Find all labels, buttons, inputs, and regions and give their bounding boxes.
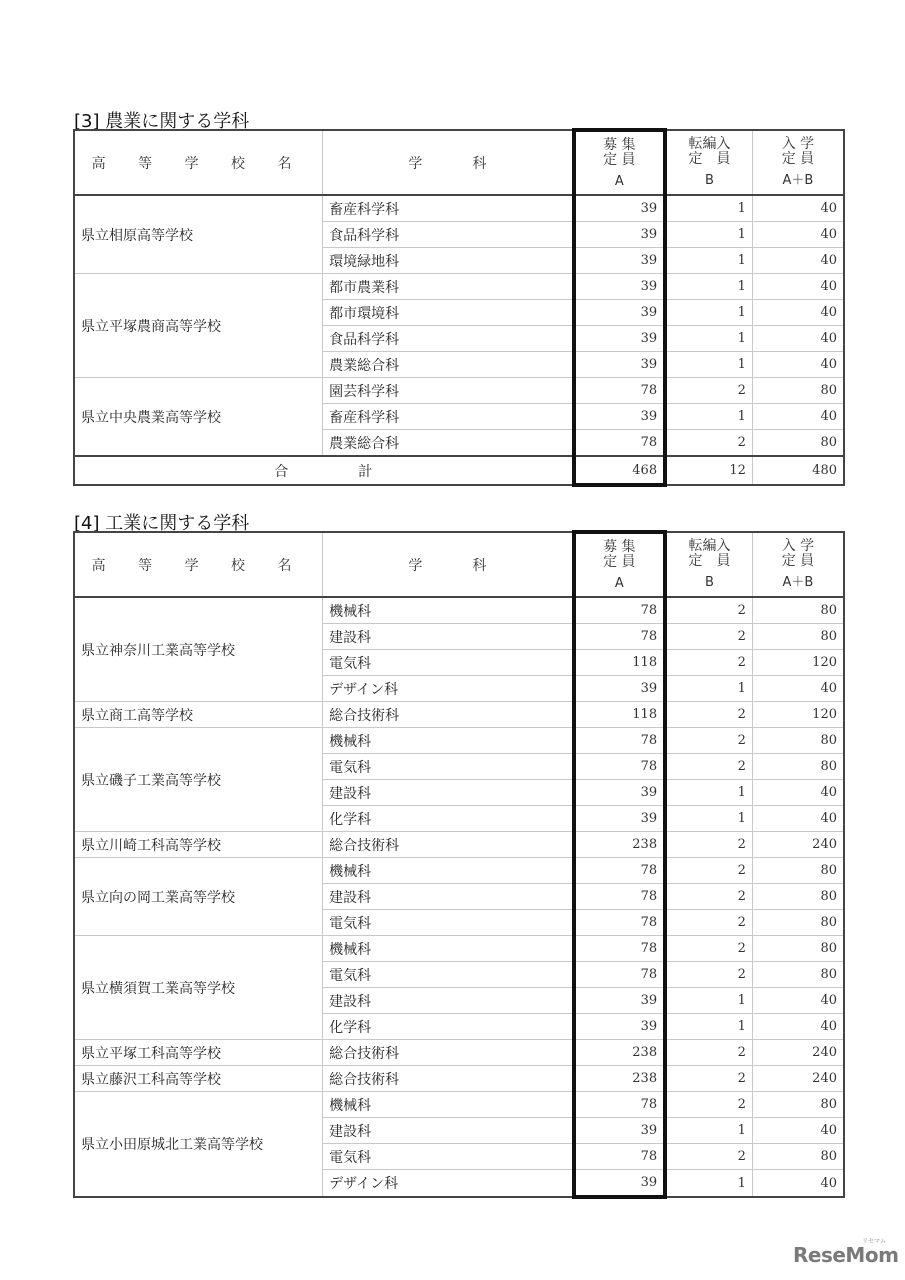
quota-b: 1 xyxy=(665,1014,752,1040)
department: 農業総合科 xyxy=(323,352,574,378)
quota-ab: 40 xyxy=(752,1170,844,1198)
header-admission-quota-ab xyxy=(752,532,844,597)
quota-ab: 80 xyxy=(752,1144,844,1170)
quota-ab: 40 xyxy=(752,806,844,832)
header-department-char2: 科 xyxy=(472,557,487,574)
school-name: 県立神奈川工業高等学校 xyxy=(74,597,323,702)
school-name: 県立商工高等学校 xyxy=(74,702,323,728)
quota-a: 78 xyxy=(574,936,666,962)
quota-ab: 80 xyxy=(752,936,844,962)
resemom-logo: ReseMom xyxy=(793,1243,899,1267)
quota-a: 78 xyxy=(574,728,666,754)
quota-b: 2 xyxy=(665,910,752,936)
industry-table-body xyxy=(74,597,844,1197)
table-row xyxy=(74,1066,844,1092)
table-header-row xyxy=(74,130,844,195)
quota-ab: 40 xyxy=(752,300,844,326)
department: 総合技術科 xyxy=(323,1066,574,1092)
header-admission-quota-ab xyxy=(752,130,844,195)
quota-ab: 240 xyxy=(752,1066,844,1092)
quota-a: 39 xyxy=(574,780,666,806)
industry-quota-table xyxy=(73,530,845,1199)
quota-a: 39 xyxy=(574,300,666,326)
quota-ab: 80 xyxy=(752,884,844,910)
table-row xyxy=(74,597,844,624)
header-a-line2: 定 員 xyxy=(603,151,636,168)
quota-ab: 40 xyxy=(752,404,844,430)
quota-b: 1 xyxy=(665,676,752,702)
quota-b: 1 xyxy=(665,274,752,300)
quota-a: 39 xyxy=(574,806,666,832)
quota-b: 1 xyxy=(665,326,752,352)
header-a-line1: 募 集 xyxy=(603,538,636,555)
quota-a: 39 xyxy=(574,326,666,352)
header-ab-line2: 定 員 xyxy=(781,553,815,569)
quota-ab: 80 xyxy=(752,962,844,988)
total-row xyxy=(74,456,844,485)
quota-b: 1 xyxy=(665,806,752,832)
section-title-industry: [4] 工業に関する学科 xyxy=(74,513,250,534)
header-b-line1: 転編入 xyxy=(688,136,731,152)
section-title-agriculture: [3] 農業に関する学科 xyxy=(74,111,250,132)
header-a-line1: 募 集 xyxy=(603,136,636,153)
quota-b: 1 xyxy=(665,1170,752,1198)
quota-a: 118 xyxy=(574,702,666,728)
quota-ab: 40 xyxy=(752,274,844,300)
header-ab-code: A＋B xyxy=(782,173,814,188)
header-ab-code: A＋B xyxy=(782,575,814,590)
total-quota-a: 468 xyxy=(574,456,666,485)
school-name: 県立磯子工業高等学校 xyxy=(74,728,323,832)
quota-a: 78 xyxy=(574,910,666,936)
table-row xyxy=(74,832,844,858)
quota-a: 39 xyxy=(574,676,666,702)
quota-b: 2 xyxy=(665,430,752,457)
header-b-code: B xyxy=(705,575,714,590)
department: 環境緑地科 xyxy=(323,248,574,274)
header-transfer-quota-b xyxy=(665,130,752,195)
header-b-line1: 転編入 xyxy=(688,538,731,554)
quota-b: 1 xyxy=(665,248,752,274)
quota-b: 2 xyxy=(665,1040,752,1066)
department: 電気科 xyxy=(323,754,574,780)
school-name: 県立平塚農商高等学校 xyxy=(74,274,323,378)
quota-b: 2 xyxy=(665,962,752,988)
table-row xyxy=(74,378,844,404)
watermark-subtitle: リセマム xyxy=(862,1238,886,1245)
department: 農業総合科 xyxy=(323,430,574,457)
quota-a: 39 xyxy=(574,222,666,248)
quota-b: 1 xyxy=(665,300,752,326)
quota-a: 39 xyxy=(574,1014,666,1040)
quota-a: 78 xyxy=(574,624,666,650)
quota-b: 1 xyxy=(665,1118,752,1144)
quota-ab: 40 xyxy=(752,780,844,806)
department: 総合技術科 xyxy=(323,832,574,858)
quota-ab: 80 xyxy=(752,910,844,936)
quota-a: 39 xyxy=(574,195,666,222)
department: 都市農業科 xyxy=(323,274,574,300)
quota-b: 1 xyxy=(665,404,752,430)
header-a-code: A xyxy=(614,173,624,189)
quota-ab: 80 xyxy=(752,378,844,404)
header-department-char2: 科 xyxy=(472,155,487,172)
header-b-code: B xyxy=(705,173,714,188)
department: 電気科 xyxy=(323,910,574,936)
quota-a: 238 xyxy=(574,832,666,858)
department: 食品科学科 xyxy=(323,222,574,248)
quota-ab: 40 xyxy=(752,222,844,248)
quota-b: 2 xyxy=(665,378,752,404)
header-b-line2: 定 員 xyxy=(688,151,731,167)
quota-b: 2 xyxy=(665,728,752,754)
quota-a: 39 xyxy=(574,404,666,430)
quota-a: 39 xyxy=(574,274,666,300)
table-row xyxy=(74,274,844,300)
school-name: 県立相原高等学校 xyxy=(74,195,323,274)
department: 総合技術科 xyxy=(323,1040,574,1066)
quota-a: 78 xyxy=(574,378,666,404)
school-name: 県立川崎工科高等学校 xyxy=(74,832,323,858)
quota-ab: 40 xyxy=(752,988,844,1014)
table-row xyxy=(74,1092,844,1118)
quota-a: 78 xyxy=(574,1092,666,1118)
school-name: 県立平塚工科高等学校 xyxy=(74,1040,323,1066)
total-quota-ab: 480 xyxy=(752,456,844,485)
header-department xyxy=(323,532,574,597)
quota-b: 2 xyxy=(665,1144,752,1170)
department: 都市環境科 xyxy=(323,300,574,326)
quota-a: 39 xyxy=(574,1170,666,1198)
quota-b: 1 xyxy=(665,988,752,1014)
quota-ab: 40 xyxy=(752,352,844,378)
total-label-char2: 計 xyxy=(358,463,373,480)
quota-a: 78 xyxy=(574,430,666,457)
quota-a: 78 xyxy=(574,1144,666,1170)
table-row xyxy=(74,195,844,222)
table-header-row xyxy=(74,532,844,597)
department: 園芸科学科 xyxy=(323,378,574,404)
quota-a: 39 xyxy=(574,248,666,274)
department: 食品科学科 xyxy=(323,326,574,352)
quota-ab: 80 xyxy=(752,1092,844,1118)
department: 電気科 xyxy=(323,650,574,676)
quota-ab: 80 xyxy=(752,430,844,457)
quota-b: 2 xyxy=(665,832,752,858)
header-recruitment-quota-a xyxy=(574,130,666,195)
department: 電気科 xyxy=(323,962,574,988)
quota-ab: 80 xyxy=(752,858,844,884)
quota-ab: 80 xyxy=(752,728,844,754)
table-row xyxy=(74,858,844,884)
header-department-char1: 学 xyxy=(408,155,423,172)
department: 化学科 xyxy=(323,1014,574,1040)
quota-b: 2 xyxy=(665,936,752,962)
quota-b: 2 xyxy=(665,597,752,624)
header-ab-line1: 入 学 xyxy=(781,136,815,152)
department: 電気科 xyxy=(323,1144,574,1170)
quota-b: 1 xyxy=(665,222,752,248)
quota-a: 78 xyxy=(574,754,666,780)
quota-b: 2 xyxy=(665,624,752,650)
quota-ab: 40 xyxy=(752,326,844,352)
header-b-line2: 定 員 xyxy=(688,553,731,569)
quota-a: 78 xyxy=(574,884,666,910)
quota-a: 39 xyxy=(574,352,666,378)
header-a-code: A xyxy=(614,575,624,591)
header-department-char1: 学 xyxy=(408,557,423,574)
header-transfer-quota-b xyxy=(665,532,752,597)
quota-a: 238 xyxy=(574,1040,666,1066)
quota-b: 2 xyxy=(665,1092,752,1118)
quota-a: 39 xyxy=(574,1118,666,1144)
quota-ab: 120 xyxy=(752,650,844,676)
quota-ab: 240 xyxy=(752,832,844,858)
school-name: 県立中央農業高等学校 xyxy=(74,378,323,457)
header-recruitment-quota-a xyxy=(574,532,666,597)
total-quota-b: 12 xyxy=(665,456,752,485)
department: 化学科 xyxy=(323,806,574,832)
department: 機械科 xyxy=(323,728,574,754)
department: 建設科 xyxy=(323,624,574,650)
quota-a: 39 xyxy=(574,988,666,1014)
school-name: 県立小田原城北工業高等学校 xyxy=(74,1092,323,1198)
quota-a: 118 xyxy=(574,650,666,676)
table-row xyxy=(74,728,844,754)
department: 建設科 xyxy=(323,780,574,806)
quota-b: 2 xyxy=(665,754,752,780)
quota-ab: 40 xyxy=(752,195,844,222)
quota-ab: 40 xyxy=(752,1014,844,1040)
department: 総合技術科 xyxy=(323,702,574,728)
department: 畜産科学科 xyxy=(323,195,574,222)
department: 建設科 xyxy=(323,884,574,910)
quota-a: 78 xyxy=(574,858,666,884)
department: 機械科 xyxy=(323,858,574,884)
department: 機械科 xyxy=(323,936,574,962)
department: 建設科 xyxy=(323,1118,574,1144)
agriculture-quota-table xyxy=(73,128,845,487)
quota-a: 78 xyxy=(574,597,666,624)
quota-ab: 40 xyxy=(752,676,844,702)
total-label xyxy=(74,456,574,485)
table-row xyxy=(74,702,844,728)
quota-a: 238 xyxy=(574,1066,666,1092)
quota-b: 2 xyxy=(665,858,752,884)
quota-b: 2 xyxy=(665,884,752,910)
quota-b: 1 xyxy=(665,195,752,222)
department: 機械科 xyxy=(323,1092,574,1118)
quota-ab: 80 xyxy=(752,624,844,650)
header-ab-line1: 入 学 xyxy=(781,538,815,554)
header-school-name: 高 等 学 校 名 xyxy=(74,532,323,597)
quota-ab: 40 xyxy=(752,1118,844,1144)
header-department xyxy=(323,130,574,195)
quota-ab: 40 xyxy=(752,248,844,274)
quota-ab: 80 xyxy=(752,597,844,624)
quota-b: 2 xyxy=(665,650,752,676)
quota-b: 1 xyxy=(665,780,752,806)
quota-b: 2 xyxy=(665,1066,752,1092)
quota-b: 2 xyxy=(665,702,752,728)
quota-ab: 80 xyxy=(752,754,844,780)
department: 建設科 xyxy=(323,988,574,1014)
school-name: 県立藤沢工科高等学校 xyxy=(74,1066,323,1092)
quota-ab: 120 xyxy=(752,702,844,728)
department: デザイン科 xyxy=(323,1170,574,1198)
department: 畜産科学科 xyxy=(323,404,574,430)
quota-ab: 240 xyxy=(752,1040,844,1066)
header-school-name: 高 等 学 校 名 xyxy=(74,130,323,195)
department: デザイン科 xyxy=(323,676,574,702)
header-ab-line2: 定 員 xyxy=(781,151,815,167)
table-row xyxy=(74,1040,844,1066)
quota-a: 78 xyxy=(574,962,666,988)
total-label-char1: 合 xyxy=(274,463,289,480)
quota-b: 1 xyxy=(665,352,752,378)
school-name: 県立横須賀工業高等学校 xyxy=(74,936,323,1040)
school-name: 県立向の岡工業高等学校 xyxy=(74,858,323,936)
header-a-line2: 定 員 xyxy=(603,553,636,570)
table-row xyxy=(74,936,844,962)
department: 機械科 xyxy=(323,597,574,624)
